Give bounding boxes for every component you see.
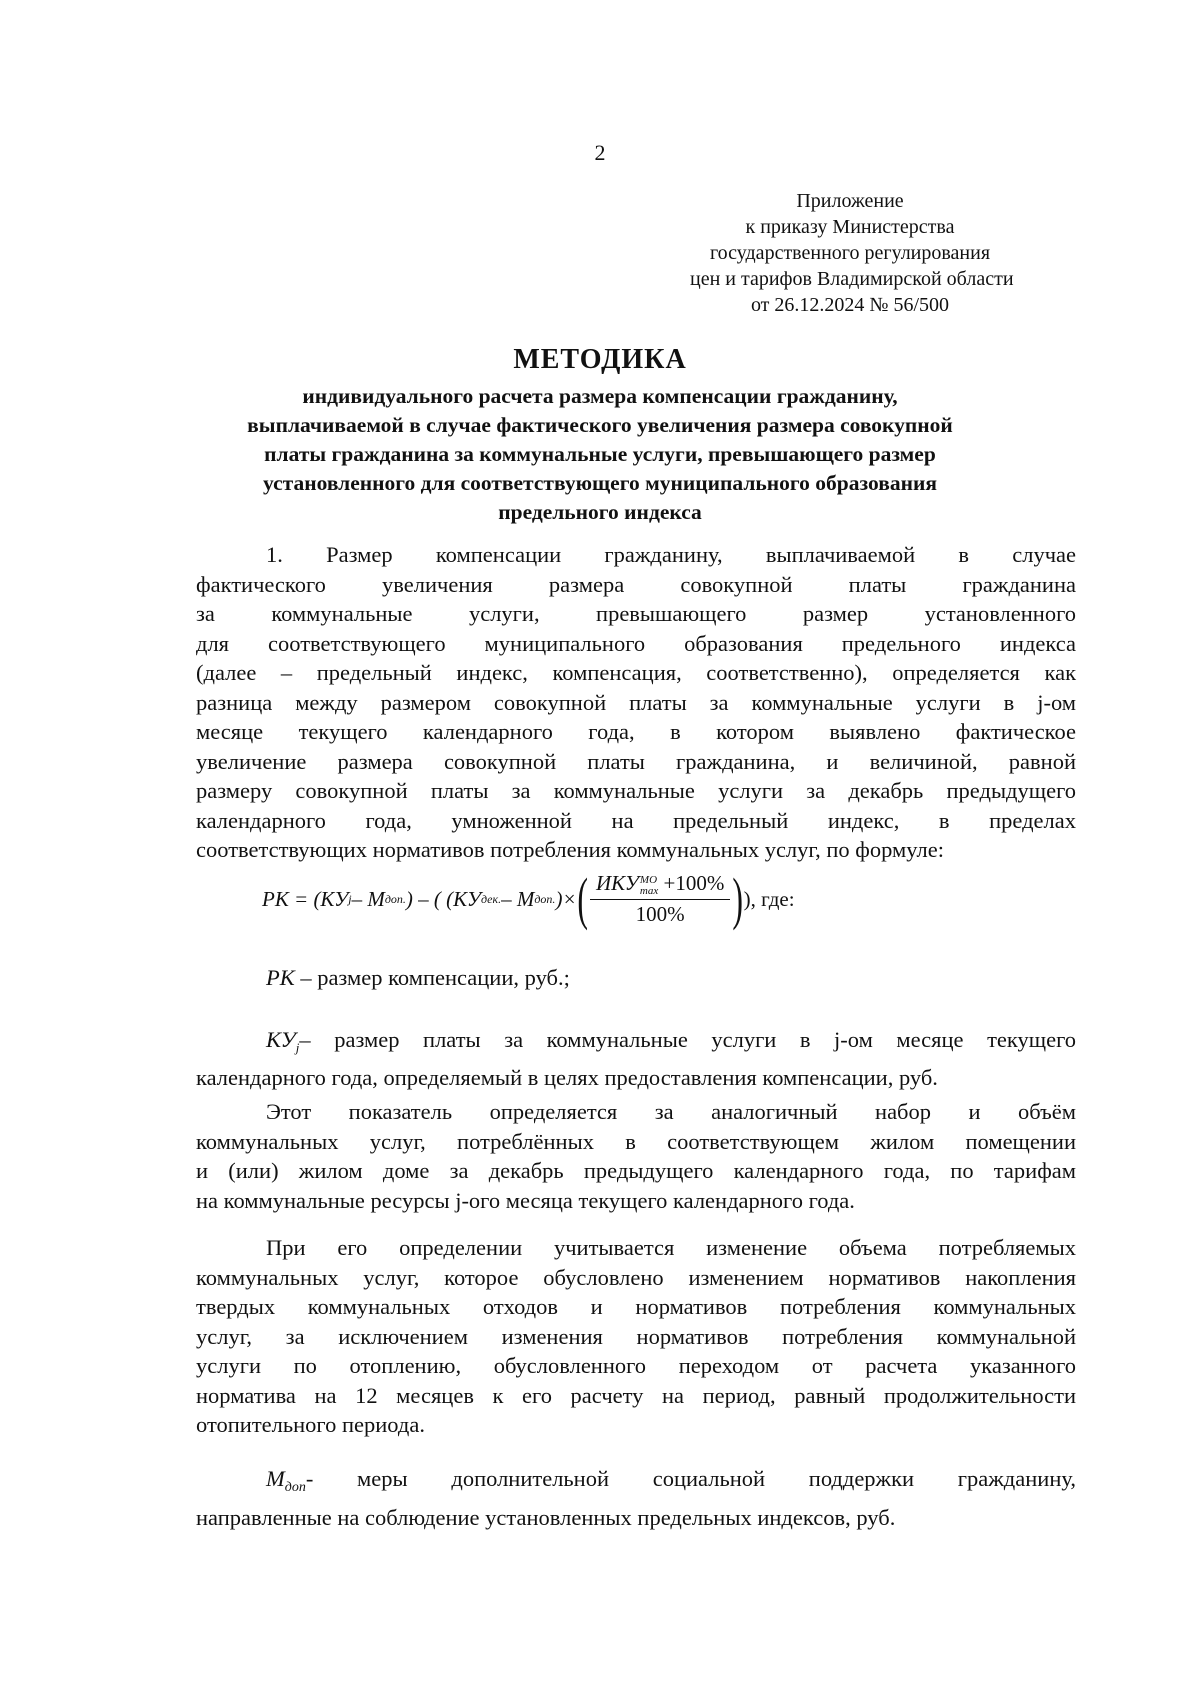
appendix-line: цен и тарифов Владимирской области [690, 268, 1014, 290]
text-line: направленные на соблюдение установленных предельных индексов, руб. [196, 1504, 896, 1530]
formula-sub: дек. [480, 891, 502, 906]
formula-fraction [590, 871, 730, 926]
text-line: отопительного периода. [196, 1412, 425, 1437]
term: М [266, 1466, 285, 1491]
formula-part: +100% [658, 871, 725, 896]
paragraph-2 [196, 1097, 1076, 1215]
formula-supsub [640, 875, 658, 897]
text-line: услуг, за исключением изменения нормативов потребления коммунальной [196, 1323, 1076, 1349]
left-paren: ( [576, 866, 588, 931]
subtitle-line: индивидуального расчета размера компенсации гражданину, [302, 384, 898, 408]
text-line: для соответствующего муниципального образования предельного индекса [196, 630, 1076, 656]
document-title: МЕТОДИКА [513, 344, 687, 375]
text-line: услуги по отоплению, обусловленного переходом от расчета указанного [196, 1353, 1076, 1378]
text-line: Этот показатель определяется за аналогичный набор и объём [266, 1099, 1076, 1124]
text-line: соответствующих нормативов потребления коммунальных услуг, по формуле: [196, 837, 944, 862]
text-line: норматива на 12 месяцев к его расчету на период, равный продолжительности [196, 1382, 1076, 1408]
definition-kuj [196, 1025, 1076, 1092]
appendix-line: от 26.12.2024 № 56/500 [750, 294, 950, 316]
text-line: разница между размером совокупной платы за коммунальные услуги в j-ом [196, 689, 1076, 715]
formula-part: – М [501, 886, 535, 911]
subtitle-line: платы гражданина за коммунальные услуги, превышающего размер [264, 442, 936, 466]
formula-part: ), где: [743, 886, 795, 911]
formula-part: ) – ( (КУ [405, 886, 481, 911]
text-line [196, 963, 1076, 993]
text-line [196, 1464, 1076, 1503]
right-paren: ) [732, 866, 744, 931]
subtitle-line: установленного для соответствующего муниципального образования [263, 471, 937, 495]
text-line: на коммунальные ресурсы j-ого месяца текущего календарного года. [196, 1187, 855, 1213]
text-line: и (или) жилом доме за декабрь предыдущего календарного года, по тарифам [196, 1158, 1076, 1183]
text-line: увеличение размера совокупной платы гражданина, и величиной, равной [196, 748, 1076, 774]
document-subtitle [200, 382, 1000, 527]
appendix-block [690, 188, 1014, 318]
definition-text: - меры дополнительной социальной поддержки гражданину, [305, 1466, 1076, 1491]
formula-part: )× [555, 886, 577, 911]
term: РК [266, 965, 295, 990]
formula-sub: max [639, 884, 659, 897]
appendix-line: Приложение [796, 190, 904, 212]
term-sub: j [295, 1040, 300, 1055]
appendix-line: к приказу Министерства [745, 216, 955, 238]
definition-text: – размер компенсации, руб.; [294, 965, 570, 990]
text-line: за коммунальные услуги, превышающего размер установленного [196, 601, 1076, 626]
formula-part: – М [351, 886, 385, 911]
page-number: 2 [594, 140, 606, 165]
text-line: размеру совокупной платы за коммунальные услуги за декабрь предыдущего [196, 778, 1076, 803]
text-line: месяце текущего календарного года, в котором выявлено фактическое [196, 719, 1076, 744]
fraction-numerator [590, 871, 730, 899]
formula-sub: j [348, 891, 352, 906]
formula-sub: доп. [384, 891, 406, 906]
text-line: При его определении учитывается изменение объема потребляемых [266, 1235, 1076, 1260]
formula-sub: доп. [534, 891, 556, 906]
text-line: коммунальных услуг, которое обусловлено изменением нормативов накопления [196, 1264, 1076, 1290]
formula-sup: МО [639, 873, 658, 886]
appendix-line: государственного регулирования [709, 242, 991, 264]
definition-mdop [196, 1464, 1076, 1532]
subtitle-line: выплачиваемой в случае фактического увеличения размера совокупной [247, 413, 953, 437]
fraction-denominator: 100% [635, 901, 685, 926]
definition-text: – размер платы за коммунальные услуги в j-ом месяце текущего [299, 1027, 1076, 1052]
text-line: твердых коммунальных отходов и нормативов потребления коммунальных [196, 1294, 1076, 1319]
definition-rk [196, 963, 1076, 993]
text-line: 1. Размер компенсации гражданину, выплачиваемой в случае [266, 542, 1076, 567]
formula-part: ИКУ [595, 871, 639, 896]
text-line: фактического увеличения размера совокупной платы гражданина [196, 571, 1076, 597]
text-line: календарного года, определяемый в целях предоставления компенсации, руб. [196, 1064, 938, 1090]
subtitle-line: предельного индекса [498, 500, 702, 524]
term: КУ [266, 1027, 296, 1052]
formula-part: РК = (КУ [262, 886, 349, 911]
text-line [196, 1025, 1076, 1063]
compensation-formula [262, 864, 795, 934]
text-line: календарного года, умноженной на предельный индекс, в пределах [196, 807, 1076, 833]
text-line: коммунальных услуг, потреблённых в соответствующем жилом помещении [196, 1128, 1076, 1154]
paragraph-1 [196, 540, 1076, 865]
text-line: (далее – предельный индекс, компенсация, соответственно), определяется как [196, 660, 1076, 685]
term-sub: доп [284, 1480, 306, 1495]
paragraph-3 [196, 1233, 1076, 1440]
